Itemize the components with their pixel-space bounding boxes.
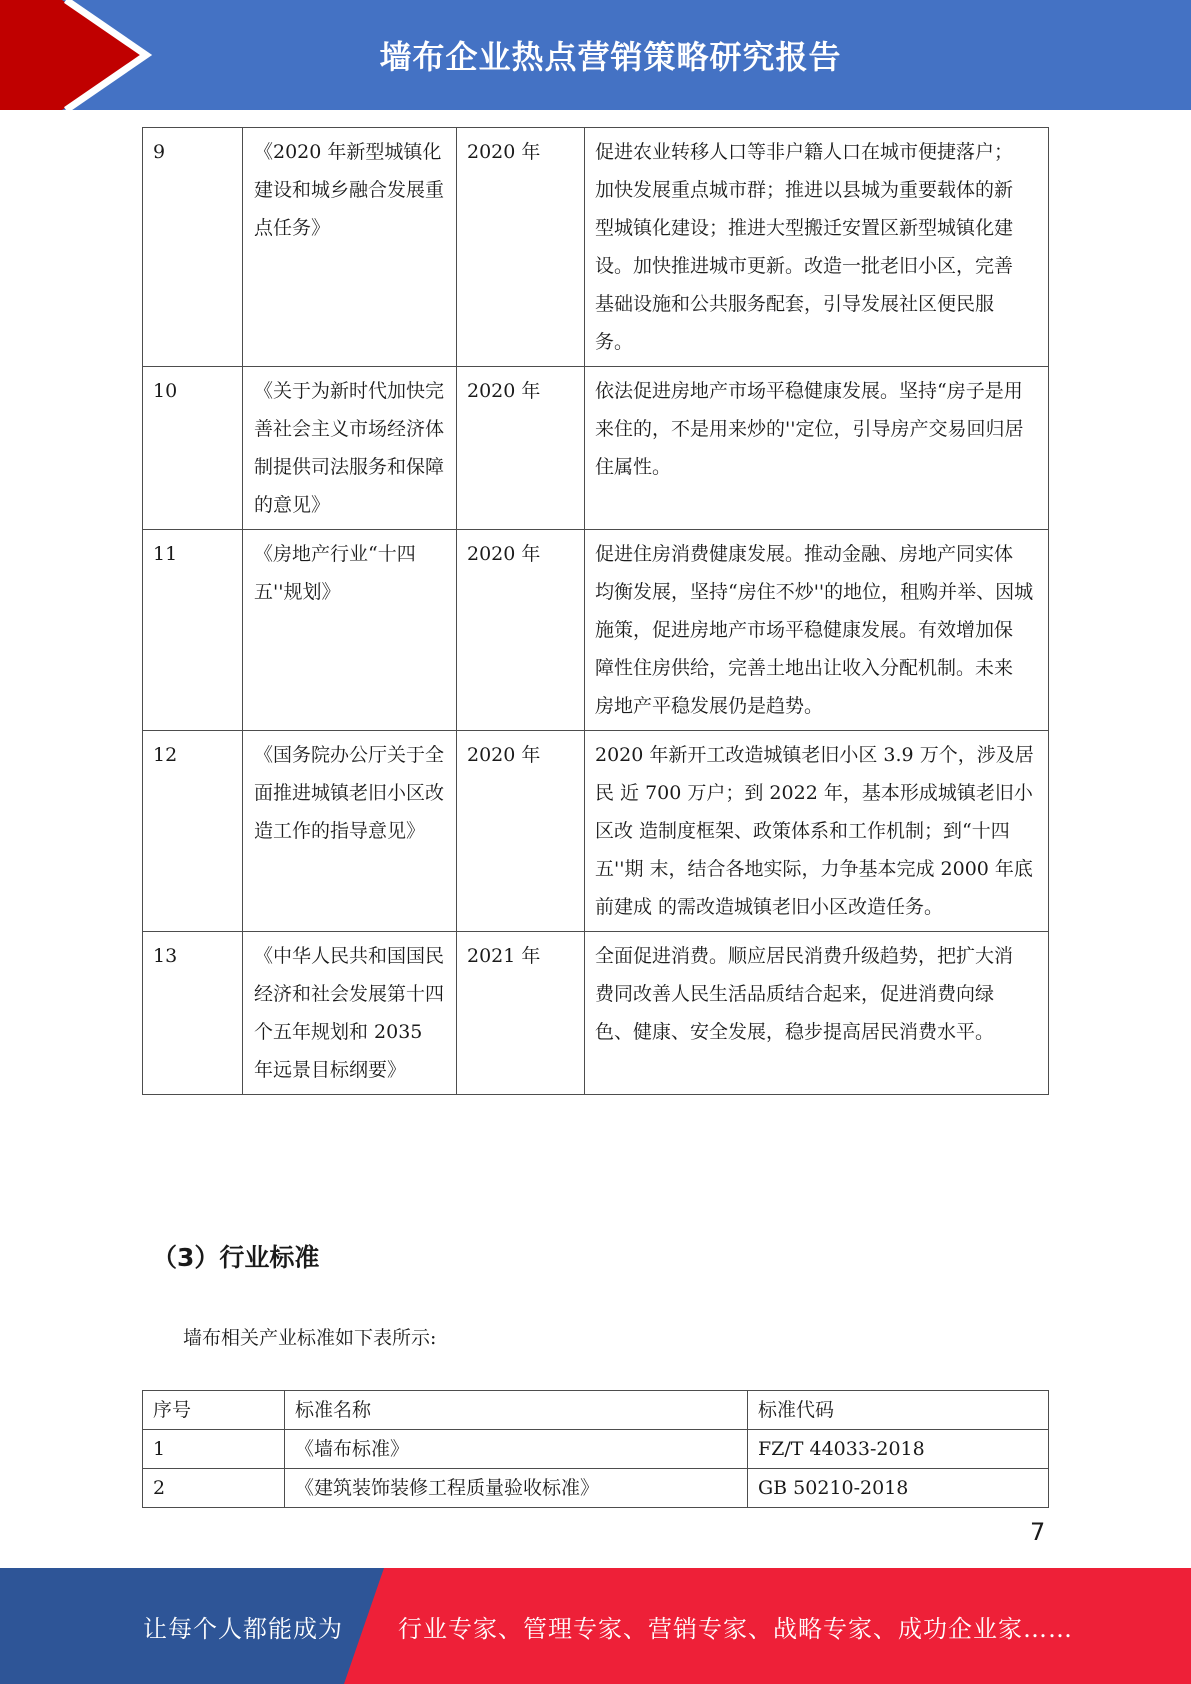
standard-name: 《墙布标准》 xyxy=(285,1430,748,1469)
policy-name: 《房地产行业“十四五''规划》 xyxy=(243,530,457,731)
policy-content: 2020 年新开工改造城镇老旧小区 3.9 万个，涉及居民 近 700 万户；到 2022 年，基本形成城镇老旧小区改 造制度框架、政策体系和工作机制；到“十四五''期 末，结合各地实际，力争基本完成 2000 年底前建成 的需改造城镇老旧小区改造任务。 xyxy=(585,731,1049,932)
policy-year: 2020 年 xyxy=(457,530,585,731)
standards-table xyxy=(142,1390,1049,1508)
row-number: 10 xyxy=(143,367,243,530)
policy-content: 全面促进消费。顺应居民消费升级趋势，把扩大消 费同改善人民生活品质结合起来，促进消费向绿 色、健康、安全发展，稳步提高居民消费水平。 xyxy=(585,932,1049,1095)
policy-content: 依法促进房地产市场平稳健康发展。坚持“房子是用 来住的，不是用来炒的''定位，引导房产交易回归居 住属性。 xyxy=(585,367,1049,530)
table-row xyxy=(143,128,1049,367)
column-header: 标准名称 xyxy=(285,1391,748,1430)
report-title: 墙布企业热点营销策略研究报告 xyxy=(379,38,842,76)
standard-code: FZ/T 44033-2018 xyxy=(748,1430,1049,1469)
row-number: 11 xyxy=(143,530,243,731)
standard-number: 1 xyxy=(143,1430,285,1469)
policy-year: 2020 年 xyxy=(457,128,585,367)
standard-code: GB 50210-2018 xyxy=(748,1469,1049,1508)
policy-content: 促进住房消费健康发展。推动金融、房地产同实体 均衡发展，坚持“房住不炒''的地位，租购并举、因城 施策，促进房地产市场平稳健康发展。有效增加保 障性住房供给，完善土地出让收入分配机制。未来 房地产平稳发展仍是趋势。 xyxy=(585,530,1049,731)
table-row xyxy=(143,731,1049,932)
standard-name: 《建筑装饰装修工程质量验收标准》 xyxy=(285,1469,748,1508)
footer-slogan-left: 让每个人都能成为 xyxy=(143,1614,343,1643)
policy-name: 《中华人民共和国国民经济和社会发展第十四个五年规划和 2035 年远景目标纲要》 xyxy=(243,932,457,1095)
policy-name: 《国务院办公厅关于全面推进城镇老旧小区改造工作的指导意见》 xyxy=(243,731,457,932)
table-row xyxy=(143,1430,1049,1469)
policy-name: 《关于为新时代加快完善社会主义市场经济体制提供司法服务和保障的意见》 xyxy=(243,367,457,530)
standard-number: 2 xyxy=(143,1469,285,1508)
section-intro: 墙布相关产业标准如下表所示: xyxy=(183,1327,437,1349)
row-number: 12 xyxy=(143,731,243,932)
section-heading: （3）行业标准 xyxy=(152,1243,320,1272)
column-header: 标准代码 xyxy=(748,1391,1049,1430)
row-number: 13 xyxy=(143,932,243,1095)
page-number: 7 xyxy=(1030,1518,1046,1546)
page-footer xyxy=(0,1568,1191,1684)
policy-table xyxy=(142,127,1049,1095)
table-header-row xyxy=(143,1391,1049,1430)
footer-slogan-right: 行业专家、管理专家、营销专家、战略专家、成功企业家…… xyxy=(398,1614,1073,1643)
row-number: 9 xyxy=(143,128,243,367)
table-row xyxy=(143,367,1049,530)
policy-year: 2020 年 xyxy=(457,367,585,530)
table-row xyxy=(143,1469,1049,1508)
column-header: 序号 xyxy=(143,1391,285,1430)
policy-content: 促进农业转移人口等非户籍人口在城市便捷落户； 加快发展重点城市群；推进以县城为重要载体的新 型城镇化建设；推进大型搬迁安置区新型城镇化建 设。加快推进城市更新。改造一批老旧小区，完善 基础设施和公共服务配套，引导发展社区便民服 务。 xyxy=(585,128,1049,367)
policy-year: 2021 年 xyxy=(457,932,585,1095)
table-row xyxy=(143,932,1049,1095)
policy-year: 2020 年 xyxy=(457,731,585,932)
page-header xyxy=(0,0,1191,110)
policy-name: 《2020 年新型城镇化建设和城乡融合发展重点任务》 xyxy=(243,128,457,367)
table-row xyxy=(143,530,1049,731)
